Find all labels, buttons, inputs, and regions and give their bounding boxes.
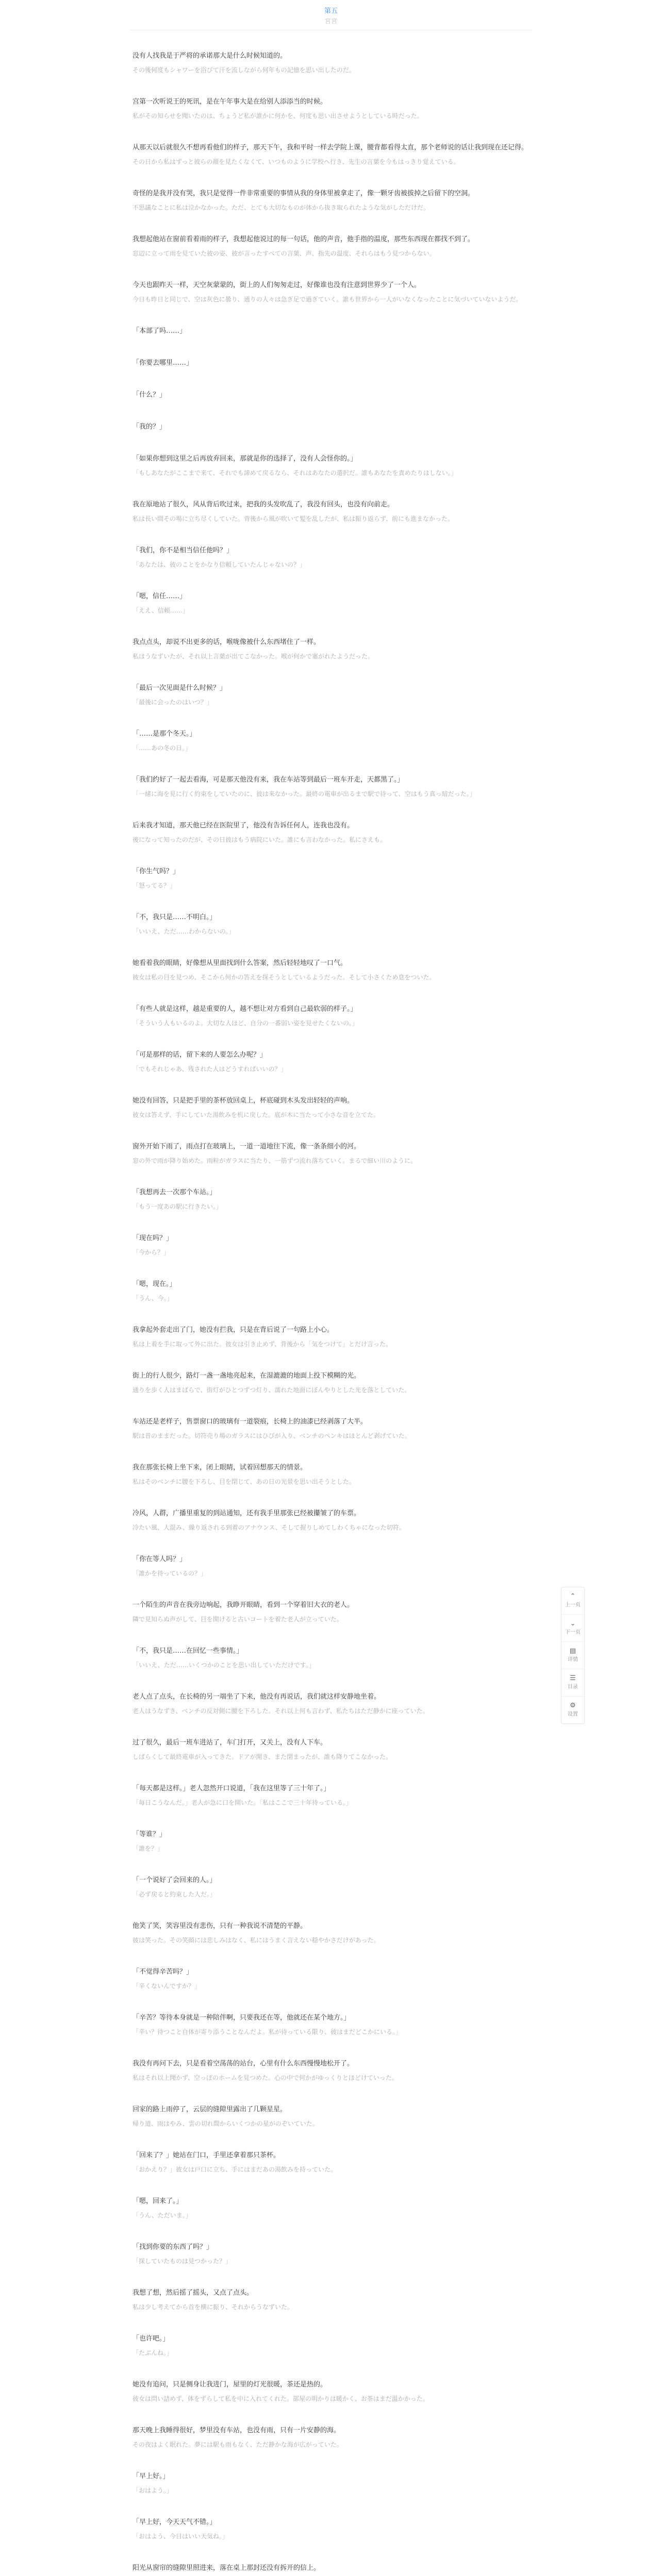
paragraph-text: 过了很久，最后一班车进站了，车门打开，又关上，没有人下车。: [133, 1739, 327, 1747]
paragraph-block: [133, 1875, 529, 1900]
paragraph-block: [133, 729, 529, 753]
list-icon: ☰: [570, 1674, 576, 1682]
paragraph-block: [133, 1004, 529, 1028]
paragraph-block: [133, 2288, 529, 2312]
paragraph-translation: 「うん、ただいま。」: [133, 2212, 192, 2219]
down-arrow-icon: ⌄: [570, 1619, 576, 1628]
paragraph-translation: 「探していたものは見つかった？」: [133, 2258, 232, 2265]
scroll-up-button[interactable]: [561, 1587, 584, 1615]
paragraph-text: 「等谁？」: [133, 1831, 167, 1838]
paragraph-block: [133, 51, 529, 75]
paragraph-block: [133, 1233, 529, 1258]
settings-button[interactable]: [561, 1697, 584, 1723]
paragraph-text: 车站还是老样子，售票窗口的玻璃有一道裂痕，长椅上的油漆已经剥落了大半。: [133, 1418, 368, 1426]
paragraph-block: [133, 1600, 529, 1624]
paragraph-text: 窗外开始下雨了，雨点打在玻璃上，一道一道地往下流，像一条条细小的河。: [133, 1143, 361, 1150]
paragraph-translation: その日から私はずっと彼らの顔を見たくなくて、いつものように学校へ行き、先生の言葉を今もはっきり覚えている。: [133, 158, 460, 165]
paragraph-block: [133, 821, 529, 845]
paragraph-block: [133, 1921, 529, 1945]
paragraph-block: [133, 1829, 529, 1854]
toolbar-label: 目录: [568, 1684, 578, 1690]
paragraph-translation: 帰り道、雨はやみ、雲の切れ間からいくつかの星がのぞいていた。: [133, 2120, 319, 2127]
paragraph-text: 「什么？」: [133, 391, 167, 399]
paragraph-text: 一个陌生的声音在我旁边响起，我睁开眼睛，看到一个穿着旧大衣的老人。: [133, 1601, 354, 1609]
paragraph-block: [133, 2105, 529, 2129]
paragraph-translation: 「一緒に海を見に行く約束をしていたのに、彼は来なかった。最終の電車が出るまで駅で待って、空はもう真っ暗だった。」: [133, 790, 476, 798]
paragraph-text: 「我们约好了一起去看海，可是那天他没有来，我在车站等到最后一班车开走，天都黑了。」: [133, 776, 404, 784]
paragraph-translation: 「うん、今。」: [133, 1295, 173, 1302]
paragraph-block: [133, 1050, 529, 1074]
paragraph-translation: 「おはよう、今日はいい天気ね。」: [133, 2533, 229, 2540]
paragraph-translation: 「ええ、信頼……」: [133, 607, 189, 614]
reader-toolbar: [561, 1587, 585, 1724]
paragraph-translation: 「おはよう。」: [133, 2487, 173, 2494]
paragraph-text: 我拿起外套走出了门，她没有拦我，只是在背后说了一句路上小心。: [133, 1326, 334, 1334]
paragraph-translation: 「おかえり？」彼女は戸口に立ち、手にはまだあの湯飲みを持っていた。: [133, 2166, 337, 2173]
paragraph-text: 冷风，人群，广播里重复的到站通知，还有我手里那张已经被攥皱了的车票。: [133, 1510, 361, 1517]
paragraph-block: [133, 280, 529, 304]
paragraph-translation: その夜はよく眠れた。夢には駅も雨もなく、ただ静かな海が広がっていた。: [133, 2441, 343, 2448]
paragraph-text: 「本部了吗……」: [133, 327, 187, 335]
paragraph-text: 「嗯，回来了。」: [133, 2197, 183, 2205]
paragraph-text: 我点点头，却说不出更多的话，喉咙像被什么东西堵住了一样。: [133, 638, 321, 646]
paragraph-translation: 私はそれ以上聞かず、空っぽのホームを見つめた。心の中で何かがゆっくりとほどけていった。: [133, 2074, 398, 2081]
paragraph-block: [133, 546, 529, 570]
paragraph-block: [133, 1967, 529, 1991]
toolbar-label: 详情: [568, 1656, 578, 1663]
paragraph-text: 「每天都是这样。」老人忽然开口说道，「我在这里等了三十年了。」: [133, 1785, 330, 1792]
paragraph-text: 没有人找我是于严将的承诺那大是什么时候知道的。: [133, 52, 287, 60]
paragraph-text: 「不，我只是……不明白。」: [133, 913, 217, 921]
paragraph-translation: 通りを歩く人はまばらで、街灯がひとつずつ灯り、濡れた地面にぼんやりとした光を落としていた。: [133, 1386, 411, 1394]
paragraph-block: [133, 867, 529, 891]
paragraph-text: 我在那张长椅上坐下来，闭上眼睛，试着回想那天的情景。: [133, 1464, 307, 1471]
paragraph-text: 她没有回答，只是把手里的茶杯放回桌上，杯底碰到木头发出轻轻的声响。: [133, 1097, 354, 1105]
paragraph-text: 宫第一次听说王的死讯，是在午年事大是在给别人添添当的时候。: [133, 98, 327, 106]
paragraph-block: [133, 775, 529, 799]
paragraph-block: [133, 189, 529, 213]
gear-icon: ⚙: [570, 1701, 576, 1709]
toolbar-label: 下一页: [565, 1629, 581, 1635]
paragraph-text: 「找到你要的东西了吗？」: [133, 2243, 213, 2251]
paragraph-block: [133, 2150, 529, 2175]
paragraph-block: [133, 1096, 529, 1120]
paragraph-translation: 後になって知ったのだが、その日彼はもう病院にいた。誰にも言わなかった。私にさえも。: [133, 836, 387, 843]
paragraph-translation: 「……あの冬の日。」: [133, 744, 192, 752]
paragraph-block: [133, 2380, 529, 2404]
paragraph-translation: 「必ず戻ると約束した人だ。」: [133, 1891, 217, 1898]
chapter-header: [0, 0, 662, 30]
paragraph-translation: 彼女は問い詰めず、体をずらして私を中に入れてくれた。部屋の明かりは暖かく、お茶はまだ温かかった。: [133, 2395, 429, 2402]
paragraph-text: 街上的行人很少，路灯一盏一盏地亮起来，在湿漉漉的地面上投下模糊的光。: [133, 1372, 361, 1380]
paragraph-text: 「嗯，信任……」: [133, 592, 187, 600]
paragraph-block: [133, 143, 529, 167]
paragraph-text: 「一个说好了会回来的人。」: [133, 1876, 217, 1884]
paragraph-translation: 窓の外で雨が降り始めた。雨粒がガラスに当たり、一筋ずつ流れ落ちていく。まるで細い川のように。: [133, 1157, 417, 1164]
paragraph-text: 「早上好。」: [133, 2472, 170, 2480]
paragraph-block: [133, 1738, 529, 1762]
paragraph-text: 「我的？」: [133, 423, 167, 431]
paragraph-translation: 「もしあなたがここまで来て、それでも諦めて戻るなら、それはあなたの選択だ。誰もあなたを責めたりはしない。」: [133, 469, 457, 477]
paragraph-block: [133, 1417, 529, 1441]
paragraph-text: 她没有追问，只是侧身让我进门，屋里的灯光很暖，茶还是热的。: [133, 2381, 327, 2388]
paragraph-translation: 「誰を？」: [133, 1845, 164, 1852]
paragraph-block: [133, 234, 529, 259]
paragraph-block: [133, 2426, 529, 2450]
paragraph-text: 他笑了笑，笑容里没有悲伤，只有一种我说不清楚的平静。: [133, 1922, 307, 1930]
paragraph-text: 「嗯，现在。」: [133, 1280, 176, 1288]
paragraph-translation: 「そういう人もいるのよ。大切な人ほど、自分の一番弱い姿を見せたくないの。」: [133, 1020, 358, 1027]
paragraph-block: [133, 1692, 529, 1716]
paragraph-translation: 隣で見知らぬ声がして、目を開けると古いコートを着た老人が立っていた。: [133, 1616, 343, 1623]
toolbar-label: 设置: [568, 1711, 578, 1717]
paragraph-text: 她看着我的眼睛，好像想从里面找到什么答案，然后轻轻地叹了一口气。: [133, 959, 347, 967]
paragraph-translation: 私がその知らせを聞いたのは、ちょうど私が誰かに何かを、何度も思い出させようとしている時だった。: [133, 112, 423, 120]
paragraph-translation: 「いいえ、ただ……いくつかのことを思い出していただけです。」: [133, 1662, 315, 1669]
detail-icon: ▤: [569, 1647, 576, 1655]
paragraph-text: 我想起他站在窗前看着雨的样子，我想起他说过的每一句话，他的声音，他手指的温度，那些东西现在都找不到了。: [133, 235, 475, 243]
paragraph-text: 「不，我只是……在回忆一些事情。」: [133, 1647, 243, 1655]
paragraph-translation: 「もう一度あの駅に行きたい。」: [133, 1203, 223, 1210]
paragraph-block: [133, 500, 529, 524]
paragraph-block: [133, 912, 529, 937]
paragraph-block: [133, 2013, 529, 2037]
paragraph-translation: 「たぶんね。」: [133, 2349, 173, 2357]
paragraph-translation: 私は長い間その場に立ち尽くしていた。背後から風が吹いて髪を乱したが、私は振り返らず、前にも進まなかった。: [133, 515, 454, 522]
paragraph-block: [133, 1371, 529, 1395]
paragraph-text: 「有些人就是这样，越是重要的人，越不想让对方看到自己最软弱的样子。」: [133, 1005, 357, 1013]
paragraph-text: 老人点了点头，在长椅的另一端坐了下来，他没有再说话，我们就这样安静地坐着。: [133, 1693, 381, 1701]
paragraph-block: [133, 2471, 529, 2496]
paragraph-translation: 「辛くないんですか？」: [133, 1982, 201, 1990]
paragraph-translation: 老人はうなずき、ベンチの反対側に腰を下ろした。それ以上何も言わず、私たちはただ静かに座っていた。: [133, 1707, 429, 1715]
paragraph-block: [133, 454, 529, 478]
paragraph-text: 「你在等人吗？」: [133, 1555, 187, 1563]
paragraph-translation: 彼女は私の目を見つめ、そこから何かの答えを探そうとしているようだった。そして小さくため息をついた。: [133, 974, 436, 981]
paragraph-block: [133, 1142, 529, 1166]
up-arrow-icon: ⌃: [570, 1592, 576, 1600]
paragraph-translation: 私はそのベンチに腰を下ろし、目を閉じて、あの日の光景を思い出そうとした。: [133, 1478, 355, 1485]
chapter-content: [133, 30, 529, 2576]
paragraph-block: [133, 1784, 529, 1808]
paragraph-text: 「现在吗？」: [133, 1234, 173, 1242]
paragraph-block: [133, 2517, 529, 2541]
paragraph-text: 后来我才知道，那天他已经在医院里了，他没有告诉任何人，连我也没有。: [133, 822, 354, 829]
paragraph-translation: 私はうなずいたが、それ以上言葉が出てこなかった。喉が何かで塞がれたようだった。: [133, 653, 374, 660]
paragraph-block: [133, 97, 529, 121]
paragraph-text: 「辛苦？等待本身就是一种陪伴啊，只要我还在等，他就还在某个地方。」: [133, 2014, 351, 2022]
paragraph-translation: 私は少し考えてから首を横に振り、それからうなずいた。: [133, 2303, 294, 2311]
paragraph-text: 「早上好，今天天气不错。」: [133, 2518, 217, 2526]
paragraph-text: 「我们，你不是相当信任他吗？」: [133, 547, 234, 554]
paragraph-block: [133, 591, 529, 616]
paragraph-block: [133, 2563, 529, 2576]
paragraph-translation: 「毎日こうなんだ。」老人が急に口を開いた。「私はここで三十年待っている。」: [133, 1799, 353, 1806]
chapter-subtitle: 宮宮: [324, 18, 337, 25]
paragraph-text: 「你要去哪里……」: [133, 359, 193, 367]
paragraph-block: [133, 2242, 529, 2266]
paragraph-text: 「你生气吗？」: [133, 868, 180, 875]
paragraph-translation: 「最後に会ったのはいつ？」: [133, 699, 213, 706]
paragraph-translation: 「怒ってる？」: [133, 882, 176, 889]
paragraph-translation: 「でもそれじゃあ、残された人はどうすればいいの？」: [133, 1065, 287, 1073]
paragraph-translation: 不思議なことに私は泣かなかった。ただ、とても大切なものが体から抜き取られたような気がしただけだ。: [133, 204, 430, 211]
scroll-down-button[interactable]: [561, 1615, 584, 1642]
paragraph-translation: 彼は笑った。その笑顔には悲しみはなく、私にはうまく言えない穏やかさだけがあった。: [133, 1937, 380, 1944]
paragraph-translation: 彼女は答えず、手にしていた湯飲みを机に戻した。底が木に当たって小さな音を立てた。: [133, 1111, 380, 1118]
paragraph-translation: 「誰かを待っているの？」: [133, 1570, 207, 1577]
paragraph-translation: その後何度もシャワーを浴びて汗を流しながら何年もの記憶を思い出したのだ。: [133, 66, 355, 74]
paragraph-block: [133, 2334, 529, 2358]
paragraph-block: [133, 1279, 529, 1303]
paragraph-block: [133, 358, 529, 368]
paragraph-block: [133, 2196, 529, 2221]
paragraph-block: [133, 1325, 529, 1349]
paragraph-translation: 私は上着を手に取って外に出た。彼女は引き止めず、背後から「気をつけて」とだけ言った。: [133, 1341, 392, 1348]
paragraph-text: 「我想再去一次那个车站。」: [133, 1189, 217, 1196]
paragraph-translation: 「辛い？待つこと自体が寄り添うことなんだよ。私が待っている限り、彼はまだどこかにいる。」: [133, 2028, 402, 2036]
paragraph-translation: 窓辺に立って雨を見ていた彼の姿、彼が言ったすべての言葉、声、指先の温度、それらはもう見つからない。: [133, 250, 436, 257]
paragraph-block: [133, 958, 529, 982]
paragraph-block: [133, 326, 529, 336]
paragraph-translation: 冷たい風、人混み、繰り返される到着のアナウンス、そして握りしめてしわくちゃになった切符。: [133, 1524, 405, 1531]
paragraph-text: 我没有再问下去，只是看着空荡荡的站台，心里有什么东西慢慢地松开了。: [133, 2060, 354, 2067]
paragraph-block: [133, 683, 529, 707]
paragraph-translation: しばらくして最終電車が入ってきた。ドアが開き、また閉まったが、誰も降りてこなかった。: [133, 1753, 392, 1760]
paragraph-text: 那天晚上我睡得很好，梦里没有车站，也没有雨，只有一片安静的海。: [133, 2427, 341, 2434]
paragraph-text: 「最后一次见面是什么时候？」: [133, 684, 227, 692]
paragraph-translation: 「あなたは、彼のことをかなり信頼していたんじゃないの？」: [133, 561, 306, 568]
toolbar-label: 上一页: [565, 1602, 581, 1608]
paragraph-text: 「如果你想到这里之后再放弃回来，那就是你的选择了，没有人会怪你的。」: [133, 455, 357, 463]
paragraph-text: 今天也跟昨天一样，天空灰蒙蒙的，街上的人们匆匆走过，好像谁也没有注意到世界少了一个人。: [133, 281, 421, 289]
paragraph-text: 从那天以后就很久不想再看他们的样子，那天下午，我和平时一样去学院上课，腰背都看得太直，那个老师说的话让我到现在还记得。: [133, 144, 528, 151]
paragraph-text: 阳光从窗帘的缝隙里照进来，落在桌上那封还没有拆开的信上。: [133, 2564, 321, 2572]
paragraph-block: [133, 1554, 529, 1579]
paragraph-text: 「可是那样的话，留下来的人要怎么办呢？」: [133, 1051, 267, 1059]
paragraph-block: [133, 390, 529, 400]
paragraph-translation: 今日も昨日と同じで、空は灰色に曇り、通りの人々は急ぎ足で過ぎていく。誰も世界から一人がいなくなったことに気づいていないようだ。: [133, 296, 522, 303]
paragraph-text: 「回来了？」她站在门口，手里还拿着那只茶杯。: [133, 2151, 280, 2159]
paragraph-text: 「不觉得辛苦吗？」: [133, 1968, 193, 1976]
catalog-button[interactable]: [561, 1669, 584, 1697]
paragraph-block: [133, 637, 529, 662]
paragraph-text: 我想了想，然后摇了摇头，又点了点头。: [133, 2289, 254, 2297]
paragraph-block: [133, 1463, 529, 1487]
paragraph-text: 我在原地站了很久，风从背后吹过来，把我的头发吹乱了，我没有回头，也没有向前走。: [133, 501, 394, 509]
paragraph-translation: 「今から？」: [133, 1249, 170, 1256]
paragraph-text: 「也许吧。」: [133, 2335, 170, 2343]
chapter-title: 第五: [324, 7, 338, 15]
paragraph-text: 回家的路上雨停了，云层的缝隙里露出了几颗星星。: [133, 2106, 287, 2113]
paragraph-block: [133, 422, 529, 432]
paragraph-block: [133, 1509, 529, 1533]
paragraph-block: [133, 2059, 529, 2083]
paragraph-translation: 駅は昔のままだった。切符売り場のガラスにはひびが入り、ベンチのペンキはほとんど剥げていた。: [133, 1432, 411, 1439]
paragraph-text: 奇怪的是我并没有哭，我只是觉得一件非常重要的事情从我的身体里被拿走了，像一颗牙齿被拔掉之后留下的空洞。: [133, 190, 475, 197]
paragraph-translation: 「いいえ、ただ……わからないの。」: [133, 928, 235, 935]
paragraph-block: [133, 1646, 529, 1670]
detail-button[interactable]: [561, 1642, 584, 1669]
paragraph-block: [133, 1188, 529, 1212]
paragraph-text: 「……是那个冬天。」: [133, 730, 196, 738]
